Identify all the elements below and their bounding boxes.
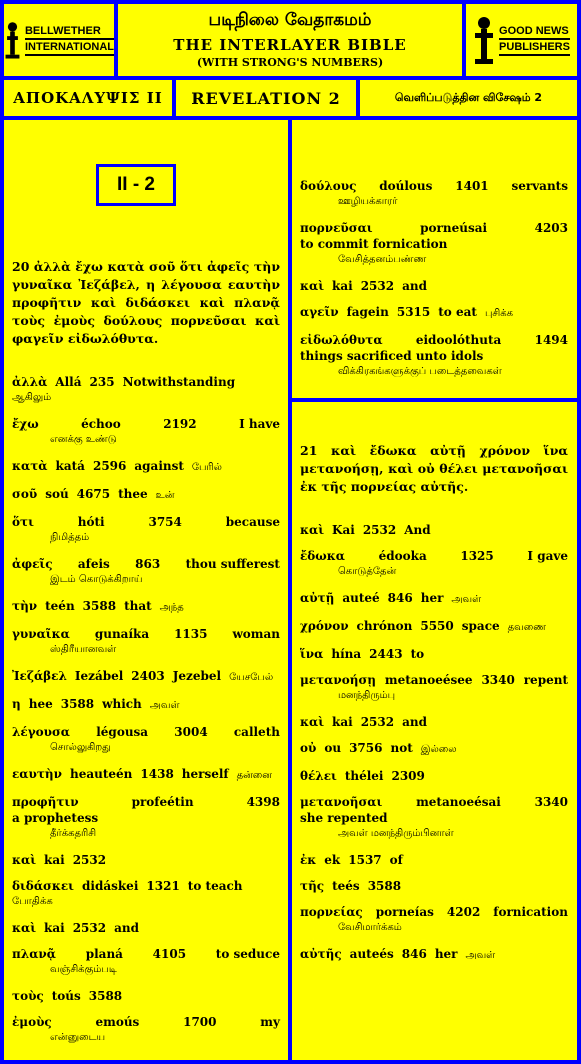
- english-gloss: not: [390, 741, 413, 755]
- book-title-tamil: வெளிப்படுத்தின விசேஷம் 2: [360, 80, 577, 116]
- english-gloss: a prophetess: [12, 811, 99, 825]
- tamil-gloss: அவள்: [451, 594, 482, 605]
- transliteration: gunaíka: [94, 627, 150, 641]
- strongs-number: 1700: [183, 1015, 217, 1029]
- transliteration: échoo: [81, 417, 121, 431]
- transliteration: metanoeésee: [384, 673, 473, 687]
- strongs-number: 2596: [92, 459, 127, 473]
- greek-word: τὴν: [12, 599, 38, 613]
- english-gloss: she repented: [300, 811, 388, 825]
- word-entry: [12, 556, 280, 588]
- strongs-number: 4398: [246, 795, 280, 809]
- word-entry: [12, 766, 280, 784]
- verse-21-greek: 21 καὶ ἔδωκα αὐτῇ χρόνον ἵνα μετανοήσῃ, καὶ οὐ θέλει μετανοῆσαι ἐκ τῆς πορνείας αὐτῆς.: [300, 443, 568, 494]
- tamil-gloss: இல்லை: [420, 744, 457, 755]
- greek-word: διδάσκει: [12, 879, 74, 893]
- strongs-number: 3588: [367, 879, 402, 893]
- greek-word: αγεῖν: [300, 305, 339, 319]
- greek-word: κατὰ: [12, 459, 48, 473]
- english-gloss: calleth: [233, 725, 280, 739]
- tamil-gloss: அவள்: [149, 700, 180, 711]
- greek-word: αὐτῆς: [300, 947, 342, 961]
- tamil-gloss: அவள் மனந்திரும்பினாள்: [338, 828, 454, 839]
- strongs-number: 3754: [148, 515, 182, 529]
- english-gloss: to: [410, 647, 425, 661]
- word-entry: [300, 714, 568, 730]
- title-tamil: படிநிலை வேதாகமம்: [208, 10, 372, 30]
- english-gloss: against: [134, 459, 184, 473]
- book-title-english: REVELATION 2: [176, 80, 356, 116]
- right-top-entry-list: [300, 178, 568, 390]
- word-entry: [12, 794, 280, 842]
- transliteration: eidoolóthuta: [415, 333, 502, 347]
- tamil-gloss: பேரில்: [191, 462, 222, 473]
- transliteration: teén: [45, 599, 75, 613]
- tamil-gloss: வஞ்சிக்கும்படி: [50, 964, 117, 975]
- greek-word: ὅτι: [12, 515, 34, 529]
- tamil-gloss: தன்னை: [236, 770, 272, 781]
- strongs-number: 2532: [360, 279, 395, 293]
- word-entry: [300, 904, 568, 936]
- greek-word: δούλους: [300, 179, 357, 193]
- strongs-number: 3588: [60, 697, 95, 711]
- greek-word: εαυτὴν: [12, 767, 62, 781]
- tamil-gloss: யேசபேல்: [229, 672, 274, 683]
- english-gloss: thou sufferest: [185, 557, 280, 571]
- transliteration: didáskei: [82, 879, 139, 893]
- word-entry: [12, 416, 280, 448]
- word-entry: [300, 768, 568, 784]
- english-gloss: space: [461, 619, 500, 633]
- word-entry: [300, 278, 568, 294]
- title-block: [118, 4, 462, 76]
- word-entry: [300, 522, 568, 538]
- word-entry: [300, 672, 568, 704]
- english-gloss: to teach: [187, 879, 243, 893]
- transliteration: heauteén: [69, 767, 133, 781]
- greek-word: αὐτῇ: [300, 591, 335, 605]
- english-gloss: repent: [523, 673, 568, 687]
- strongs-number: 2192: [163, 417, 197, 431]
- tamil-gloss: ஊழியக்காரர்: [338, 196, 398, 207]
- greek-word: χρόνον: [300, 619, 349, 633]
- transliteration: ek: [324, 853, 341, 867]
- english-gloss: and: [402, 715, 427, 729]
- greek-word: καὶ: [12, 853, 37, 867]
- figure-icon: [4, 15, 21, 65]
- strongs-number: 1325: [460, 549, 494, 563]
- english-gloss: I gave: [527, 549, 568, 563]
- transliteration: Kai: [332, 523, 355, 537]
- tamil-gloss: தவணை: [507, 622, 546, 633]
- english-gloss: to commit fornication: [300, 237, 448, 251]
- english-gloss: thee: [118, 487, 148, 501]
- word-entry: [300, 852, 568, 868]
- word-entry: [300, 548, 568, 580]
- tamil-gloss: எனக்கு உண்டு: [50, 434, 117, 445]
- transliteration: thélei: [344, 769, 384, 783]
- english-gloss: which: [102, 697, 142, 711]
- strongs-number: 2403: [131, 669, 165, 683]
- transliteration: chrónon: [356, 619, 413, 633]
- english-gloss: and: [402, 279, 427, 293]
- tamil-gloss: வேசிமார்க்கம்: [338, 922, 402, 933]
- transliteration: kai: [44, 853, 65, 867]
- transliteration: porneúsai: [420, 221, 488, 235]
- transliteration: auteé: [342, 591, 380, 605]
- tamil-gloss: கொடுத்தேன்: [338, 566, 397, 577]
- tamil-gloss: வேசித்தனம்பண்ண: [338, 254, 427, 265]
- word-entry: [12, 724, 280, 756]
- transliteration: hee: [28, 697, 53, 711]
- strongs-number: 1135: [174, 627, 208, 641]
- logo-left-line1: BELLWETHER: [25, 24, 114, 40]
- transliteration: ou: [324, 741, 342, 755]
- english-gloss: fornication: [493, 905, 568, 919]
- strongs-number: 2309: [391, 769, 425, 783]
- right-bottom-entry-list: [300, 522, 568, 974]
- greek-word: η: [12, 697, 21, 711]
- english-gloss: And: [404, 523, 431, 537]
- transliteration: soú: [45, 487, 69, 501]
- logo-right-line2: PUBLISHERS: [499, 40, 570, 56]
- word-entry: [12, 514, 280, 546]
- tamil-gloss: விக்கிரகங்களுக்குப் படைத்தவைகள்: [338, 366, 502, 377]
- tamil-gloss: அவள்: [465, 950, 496, 961]
- english-gloss: my: [260, 1015, 280, 1029]
- strongs-number: 1438: [140, 767, 174, 781]
- word-entry: [12, 626, 280, 658]
- strongs-number: 1401: [455, 179, 489, 193]
- strongs-number: 3588: [82, 599, 117, 613]
- strongs-number: 4105: [152, 947, 187, 961]
- greek-word: πορνεῦσαι: [300, 221, 373, 235]
- verse-20-greek: 20 ἀλλὰ ἔχω κατὰ σοῦ ὅτι ἀφεῖς τὴν γυναῖκα Ἰεζάβελ, η λέγουσα εαυτὴν προφῆτιν καὶ διδάσκει καὶ πλανᾷ τοὺς ἐμοὺς δούλους πορνεῦσαι καὶ φαγεῖν εἰδωλόθυτα.: [12, 259, 280, 346]
- greek-word: μετανοήσῃ: [300, 673, 377, 687]
- transliteration: porneías: [375, 905, 434, 919]
- transliteration: fagein: [346, 305, 389, 319]
- word-entry: [300, 646, 568, 662]
- transliteration: metanoeésai: [416, 795, 501, 809]
- tamil-gloss: புசிக்க: [484, 308, 514, 319]
- strongs-number: 235: [89, 375, 115, 389]
- strongs-number: 2532: [72, 921, 107, 935]
- transliteration: doúlous: [379, 179, 433, 193]
- strongs-number: 3004: [174, 725, 208, 739]
- greek-word: τοὺς: [12, 989, 44, 1003]
- english-gloss: servants: [511, 179, 568, 193]
- english-gloss: herself: [181, 767, 229, 781]
- strongs-number: 2532: [360, 715, 395, 729]
- strongs-number: 4203: [534, 221, 568, 235]
- english-gloss: to eat: [438, 305, 477, 319]
- title-main: THE INTERLAYER BIBLE: [173, 36, 407, 54]
- english-gloss: and: [114, 921, 139, 935]
- word-entry: [300, 740, 568, 758]
- tamil-gloss: ஆகிலும்: [12, 392, 52, 403]
- strongs-number: 2443: [369, 647, 403, 661]
- greek-word: ἐκ: [300, 853, 317, 867]
- transliteration: kai: [332, 279, 353, 293]
- transliteration: légousa: [96, 725, 149, 739]
- word-entry: [12, 878, 280, 910]
- chapter-label: II - 2: [96, 164, 176, 206]
- greek-word: προφῆτιν: [12, 795, 79, 809]
- word-entry: [300, 590, 568, 608]
- transliteration: kai: [332, 715, 353, 729]
- english-gloss: I have: [239, 417, 280, 431]
- tamil-gloss: மனந்திரும்பு: [338, 690, 396, 701]
- english-gloss: things sacrificed unto idols: [300, 349, 484, 363]
- word-entry: [12, 946, 280, 978]
- tamil-gloss: உன்: [155, 490, 175, 501]
- word-entry: [300, 878, 568, 894]
- transliteration: katá: [55, 459, 85, 473]
- greek-word: θέλει: [300, 769, 337, 783]
- english-gloss: because: [225, 515, 280, 529]
- strongs-number: 3588: [88, 989, 123, 1003]
- greek-word: γυναῖκα: [12, 627, 70, 641]
- strongs-number: 2532: [72, 853, 107, 867]
- greek-word: πορνείας: [300, 905, 363, 919]
- book-title-greek: ΑΠΟΚΑΛΥΨΙΣ II: [4, 80, 172, 116]
- strongs-number: 1537: [348, 853, 382, 867]
- greek-word: ἀλλὰ: [12, 375, 48, 389]
- word-entry: [300, 794, 568, 842]
- logo-right-line1: GOOD NEWS: [499, 24, 570, 40]
- transliteration: kai: [44, 921, 65, 935]
- transliteration: édooka: [378, 549, 427, 563]
- transliteration: afeis: [77, 557, 110, 571]
- strongs-number: 1321: [146, 879, 180, 893]
- transliteration: profeétin: [131, 795, 194, 809]
- tamil-gloss: தீர்க்கதரிசி: [50, 828, 97, 839]
- transliteration: hína: [331, 647, 362, 661]
- strongs-number: 846: [387, 591, 413, 605]
- greek-word: καὶ: [300, 279, 325, 293]
- english-gloss: of: [389, 853, 403, 867]
- english-gloss: her: [420, 591, 444, 605]
- word-entry: [300, 332, 568, 380]
- greek-word: τῆς: [300, 879, 325, 893]
- greek-word: σοῦ: [12, 487, 38, 501]
- strongs-number: 846: [401, 947, 427, 961]
- strongs-number: 4675: [76, 487, 111, 501]
- word-entry: [300, 304, 568, 322]
- greek-word: εἰδωλόθυτα: [300, 333, 383, 347]
- english-gloss: Jezebel: [172, 669, 222, 683]
- title-subtitle: (WITH STRONG'S NUMBERS): [196, 56, 384, 69]
- word-entry: [12, 988, 280, 1004]
- word-entry: [300, 220, 568, 268]
- english-gloss: Notwithstanding: [122, 375, 236, 389]
- tamil-gloss: நிமித்தம்: [50, 532, 90, 543]
- strongs-number: 3756: [349, 741, 383, 755]
- english-gloss: her: [434, 947, 458, 961]
- word-entry: [12, 486, 280, 504]
- greek-word: μετανοῆσαι: [300, 795, 383, 809]
- greek-word: ἔδωκα: [300, 549, 345, 563]
- transliteration: planá: [85, 947, 123, 961]
- greek-word: καὶ: [12, 921, 37, 935]
- transliteration: Iezábel: [74, 669, 124, 683]
- strongs-number: 3340: [481, 673, 515, 687]
- word-entry: [12, 696, 280, 714]
- english-gloss: to seduce: [215, 947, 280, 961]
- strongs-number: 4202: [446, 905, 481, 919]
- word-entry: [300, 178, 568, 210]
- greek-word: ἵνα: [300, 647, 324, 661]
- strongs-number: 2532: [362, 523, 397, 537]
- word-entry: [300, 946, 568, 964]
- transliteration: Allá: [55, 375, 82, 389]
- tamil-gloss: சொல்லுகிறது: [50, 742, 111, 753]
- right-bottom-column: [292, 402, 577, 1060]
- word-entry: [300, 618, 568, 636]
- greek-word: Ἰεζάβελ: [12, 669, 67, 683]
- left-entry-list: [12, 374, 280, 1056]
- greek-word: καὶ: [300, 523, 325, 537]
- logo-left-line2: INTERNATIONAL: [25, 40, 114, 56]
- strongs-number: 5550: [420, 619, 454, 633]
- transliteration: teés: [332, 879, 360, 893]
- transliteration: auteés: [349, 947, 394, 961]
- strongs-number: 863: [135, 557, 161, 571]
- tamil-gloss: இடம் கொடுக்கிறாய்: [50, 574, 143, 585]
- greek-word: λέγουσα: [12, 725, 71, 739]
- greek-word: οὐ: [300, 741, 317, 755]
- tamil-gloss: அந்த: [159, 602, 184, 613]
- word-entry: [12, 1014, 280, 1046]
- greek-word: ἐμοὺς: [12, 1015, 52, 1029]
- transliteration: toús: [51, 989, 81, 1003]
- word-entry: [12, 374, 280, 406]
- word-entry: [12, 920, 280, 936]
- tamil-gloss: ஸ்திரீயானவள்: [50, 644, 117, 655]
- bellwether-logo: [4, 4, 114, 76]
- right-top-column: [292, 120, 577, 398]
- word-entry: [12, 668, 280, 686]
- english-gloss: that: [124, 599, 152, 613]
- greek-word: πλανᾷ: [12, 947, 56, 961]
- good-news-logo: [466, 4, 577, 76]
- transliteration: hóti: [77, 515, 105, 529]
- greek-word: ἔχω: [12, 417, 39, 431]
- word-entry: [12, 598, 280, 616]
- strongs-number: 1494: [534, 333, 568, 347]
- strongs-number: 5315: [396, 305, 431, 319]
- word-entry: [12, 458, 280, 476]
- english-gloss: woman: [232, 627, 280, 641]
- transliteration: emoús: [95, 1015, 140, 1029]
- greek-word: καὶ: [300, 715, 325, 729]
- tamil-gloss: போதிக்க: [12, 896, 53, 907]
- tamil-gloss: என்னுடைய: [50, 1032, 106, 1043]
- left-column: [4, 120, 288, 1060]
- word-entry: [12, 852, 280, 868]
- figure-icon: [473, 15, 495, 65]
- strongs-number: 3340: [534, 795, 568, 809]
- greek-word: ἀφεῖς: [12, 557, 53, 571]
